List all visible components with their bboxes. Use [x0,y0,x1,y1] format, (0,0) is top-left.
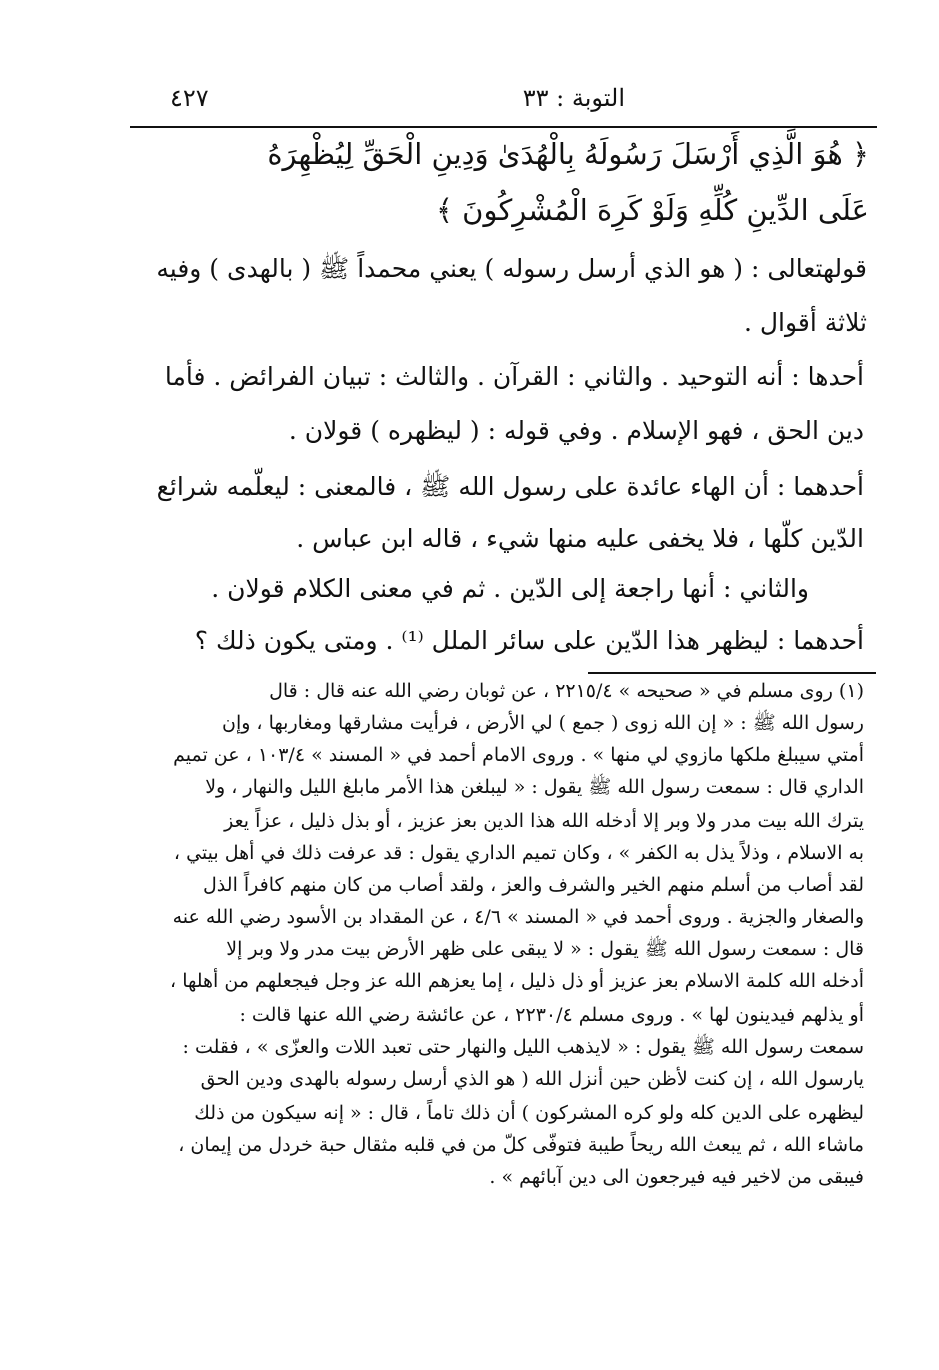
footnote-line: (١) روى مسلم في « صحيحه » ٢٢١٥/٤ ، عن ثوبان رضي الله عنه قال : قال [269,680,864,702]
footnote-line: والصغار والجزية . وروى أحمد في « المسند » ٤/٦ ، عن المقداد بن الأسود رضي الله عنه [172,906,864,928]
footnote-line: يترك الله بيت مدر ولا وبر إلا أدخله الله هذا الدين بعز عزيز ، أو بذل ذليل ، عزاً يعز [224,810,864,832]
footnote-line: قال : سمعت رسول الله ﷺ يقول : « لا يبقى على ظهر الأرض بيت مدر ولا وبر إلا [226,938,864,960]
quran-verse-line-2: عَلَى الدِّينِ كُلِّهِ وَلَوْ كَرِهَ الْمُشْرِكُونَ ﴾ [435,193,869,227]
quran-verse-line-1: ﴿ هُوَ الَّذِي أَرْسَلَ رَسُولَهُ بِالْهُدَىٰ وَدِينِ الْحَقِّ لِيُظْهِرَهُ [267,137,869,171]
footnote-line: سمعت رسول الله ﷺ يقول : « لايذهب الليل والنهار حتى تعبد اللات والعزّى » ، فقلت : [182,1036,864,1058]
page-number: ٤٢٧ [170,84,209,112]
footnote-line: رسول الله ﷺ : « إن الله زوى ( جمع ) لي الأرض ، فرأيت مشارقها ومغاربها ، وإن [221,712,864,734]
footnote-separator [588,672,876,674]
footnote-line: يارسول الله ، إن كنت لأظن حين أنزل الله ( هو الذي أرسل رسوله بالهدى ودين الحق [200,1068,864,1090]
footnote-line: أو يذلهم فيدينون لها » . وروى مسلم ٢٢٣٠/٤ ، عن عائشة رضي الله عنها قالت : [239,1004,864,1026]
header-rule [130,126,877,128]
footnote-line: ماشاء الله ، ثم يبعث الله ريحاً طيبة فتوفّى كلّ من في قلبه مثقال حبة خردل من إيمان ، [178,1134,864,1156]
surah-reference: التوبة : ٣٣ [522,84,625,112]
page-header [130,84,875,120]
footnote-line: ليظهره على الدين كله ولو كره المشركون ) أن ذلك تاماً ، قال : « إنه سيكون من ذلك [194,1102,864,1124]
commentary-line: أحدها : أنه التوحيد . والثاني : القرآن . والثالث : تبيان الفرائض . فأما [164,362,864,391]
footnote-line: أدخله الله كلمة الاسلام بعز عزيز أو ذل ذليل ، إما يعزهم الله عز وجل فيجعلهم من أهلها ، [170,970,864,992]
commentary-line: الدّين كلّها ، فلا يخفى عليه منها شيء ، قاله ابن عباس . [296,524,864,553]
commentary-line: ثلاثة أقوال . [744,308,867,337]
commentary-line: قولهتعالى : ( هو الذي أرسل رسوله ) يعني محمداً ﷺ ( بالهدى ) وفيه [156,254,867,283]
footnote-line: فيبقى من لاخير فيه فيرجعون الى دين آبائهم » . [489,1166,864,1188]
commentary-line: دين الحق ، فهو الإسلام . وفي قوله : ( ليظهره ) قولان . [288,416,864,445]
footnote-line: لقد أصاب من أسلم منهم الخير والشرف والعز ، ولقد أصاب من كان منهم كافراً الذل [203,874,864,896]
commentary-line: والثاني : أنها راجعة إلى الدّين . ثم في معنى الكلام قولان . [211,574,809,603]
footnote-line: الداري قال : سمعت رسول الله ﷺ يقول : « ليبلغن هذا الأمر مابلغ الليل والنهار ، ولا [205,776,864,798]
commentary-line: أحدهما : ليظهر هذا الدّين على سائر الملل ⁽¹⁾ . ومتى يكون ذلك ؟ [194,626,864,655]
footnote-line: أمتي سيبلغ ملكها مازوي لي منها » . وروى الامام أحمد في « المسند » ١٠٣/٤ ، عن تميم [173,744,864,766]
commentary-line: أحدهما : أن الهاء عائدة على رسول الله ﷺ ، فالمعنى : ليعلّمه شرائع [156,472,864,501]
footnote-line: به الاسلام ، وذلاً يذل به الكفر » ، وكان تميم الداري يقول : قد عرفت ذلك في أهل بيتي ، [173,842,864,864]
